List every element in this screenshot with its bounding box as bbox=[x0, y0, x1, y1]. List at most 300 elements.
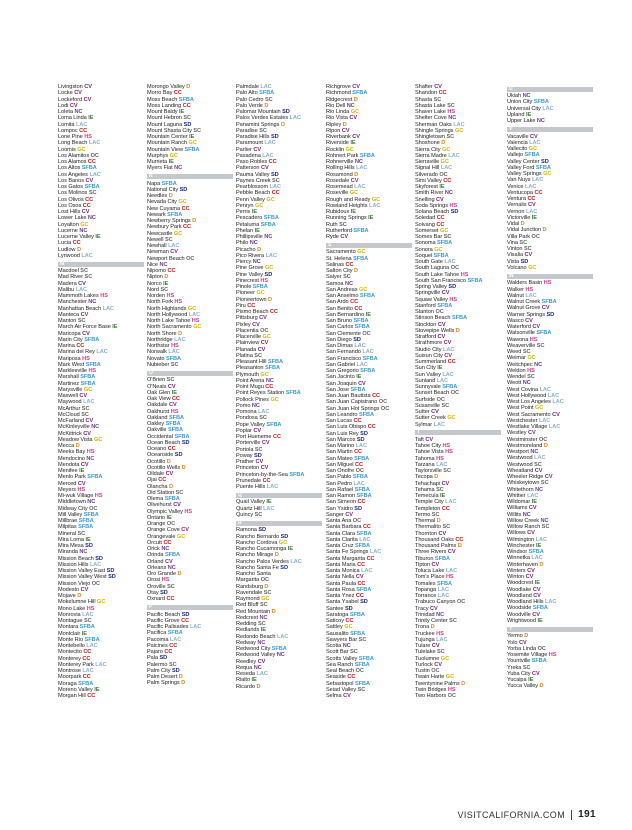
region-tag: SC bbox=[350, 649, 358, 656]
region-tag: SFBA bbox=[528, 549, 544, 556]
city-name: Smith River bbox=[415, 190, 444, 197]
city-name: Paynes Creek bbox=[236, 177, 271, 184]
city-name: Valley Ford bbox=[507, 164, 535, 171]
city-name: Santa Clara bbox=[326, 530, 355, 537]
region-tag: CV bbox=[257, 658, 266, 665]
city-name: Planada bbox=[236, 346, 257, 353]
region-tag: NC bbox=[354, 159, 363, 165]
region-tag: GC bbox=[534, 405, 544, 412]
region-tag: CV bbox=[437, 334, 446, 340]
city-name: McCloud bbox=[58, 411, 80, 418]
city-name: San Luis Obispo bbox=[326, 424, 367, 431]
index-column-1 bbox=[58, 84, 144, 699]
city-name: Los Alamos bbox=[58, 159, 87, 165]
city-name: San Miguel bbox=[326, 461, 354, 468]
region-tag: IE bbox=[350, 140, 356, 147]
city-name: Weldon bbox=[507, 367, 526, 374]
city-name: Temple City bbox=[415, 499, 444, 506]
region-tag: CV bbox=[436, 196, 444, 203]
region-tag: CV bbox=[253, 427, 262, 434]
city-name: North Hollywood bbox=[147, 311, 188, 318]
city-name: Taylorsville bbox=[415, 468, 442, 475]
region-tag: SFBA bbox=[80, 380, 96, 387]
region-tag: LAC bbox=[453, 121, 465, 128]
region-tag: GC bbox=[256, 290, 265, 297]
region-tag: SC bbox=[522, 349, 531, 356]
region-tag: SFBA bbox=[349, 611, 365, 618]
region-tag: CV bbox=[524, 252, 533, 259]
city-name: Prunedale bbox=[236, 477, 262, 484]
city-name: Newman bbox=[147, 249, 169, 256]
region-tag: CV bbox=[532, 670, 540, 677]
city-name: Trinity Center bbox=[415, 618, 448, 625]
region-tag: HS bbox=[82, 355, 90, 362]
city-name: Orland bbox=[147, 558, 164, 565]
region-tag: CV bbox=[80, 586, 89, 593]
city-name: Rio Vista bbox=[326, 115, 348, 122]
city-name: Tahoma bbox=[415, 455, 435, 462]
region-tag: SC bbox=[433, 96, 442, 103]
region-tag: CV bbox=[261, 165, 269, 172]
region-tag: LAC bbox=[102, 305, 114, 312]
city-name: San Simeon bbox=[326, 499, 356, 506]
city-name: Woodland bbox=[507, 592, 532, 599]
city-name: Visalia bbox=[507, 252, 524, 259]
city-name: Oroville bbox=[147, 583, 166, 590]
region-tag: SD bbox=[258, 527, 267, 534]
city-name: Menlo Park bbox=[58, 474, 86, 481]
city-name: Orangevale bbox=[147, 533, 176, 540]
region-tag: NC bbox=[265, 377, 274, 384]
city-name: Sonora bbox=[415, 246, 433, 253]
region-tag: SFBA bbox=[78, 524, 94, 531]
region-tag: NC bbox=[264, 234, 273, 240]
city-name: Newark bbox=[147, 211, 166, 218]
city-name: Penryn bbox=[236, 202, 254, 209]
region-tag: CC bbox=[362, 524, 371, 531]
city-name: San Martin bbox=[326, 449, 353, 456]
region-tag: CV bbox=[255, 459, 264, 465]
region-tag: CC bbox=[85, 196, 94, 203]
city-name: Rancho Bernardo bbox=[236, 533, 280, 540]
region-tag: LAC bbox=[264, 140, 276, 147]
city-name: South Gate bbox=[415, 259, 443, 265]
region-tag: CV bbox=[532, 324, 541, 331]
region-tag: CV bbox=[257, 346, 266, 353]
region-tag: CC bbox=[367, 424, 376, 431]
region-tag: CC bbox=[82, 202, 91, 209]
region-tag: SC bbox=[534, 461, 542, 468]
region-tag: CV bbox=[78, 280, 86, 287]
city-name: Scotia bbox=[326, 643, 342, 650]
region-tag: LAC bbox=[443, 346, 455, 353]
city-name: Midway City bbox=[58, 505, 88, 512]
region-tag: LAC bbox=[436, 461, 448, 468]
city-name: Paradise bbox=[236, 127, 258, 134]
city-name: Oak View bbox=[147, 396, 171, 403]
letter-header: V bbox=[507, 127, 593, 132]
region-tag: CC bbox=[438, 90, 447, 97]
city-name: Locke bbox=[58, 90, 73, 97]
region-tag: D bbox=[274, 552, 279, 559]
city-name: Lompoc bbox=[58, 127, 78, 134]
city-name: Ocean Beach bbox=[147, 439, 181, 446]
city-name: Vidal bbox=[507, 221, 520, 228]
region-tag: CV bbox=[165, 558, 173, 565]
region-tag: SD bbox=[280, 533, 289, 540]
region-tag: GC bbox=[357, 249, 366, 256]
region-tag: SD bbox=[541, 158, 549, 165]
city-name: Mammoth Lakes bbox=[58, 293, 99, 300]
letter-header: M bbox=[58, 262, 144, 267]
city-name: Sun City bbox=[415, 365, 436, 372]
index-column-6 bbox=[507, 84, 593, 690]
city-name: Tehama bbox=[415, 486, 435, 493]
region-tag: CV bbox=[349, 115, 358, 122]
city-name: Marysville bbox=[58, 386, 83, 393]
city-name: Mendocino bbox=[58, 455, 85, 462]
city-name: Salton City bbox=[326, 268, 353, 275]
region-tag: LAC bbox=[290, 558, 302, 565]
region-tag: IE bbox=[79, 468, 85, 475]
city-name: Santa Margarita bbox=[326, 555, 366, 562]
city-name: Sanger bbox=[326, 511, 344, 518]
region-tag: CV bbox=[77, 480, 86, 487]
city-name: Modesto bbox=[58, 586, 80, 593]
region-tag: SFBA bbox=[467, 277, 483, 284]
city-name: Silverado bbox=[415, 171, 438, 178]
city-name: Los Olivos bbox=[58, 196, 84, 203]
city-name: Mill Valley bbox=[58, 511, 83, 518]
region-tag: GC bbox=[188, 140, 197, 147]
region-tag: NC bbox=[257, 639, 266, 646]
city-name: Shafter bbox=[415, 84, 433, 90]
city-name: Platina bbox=[236, 352, 253, 359]
region-tag: CV bbox=[527, 567, 535, 574]
city-name: Ludlow bbox=[58, 246, 76, 253]
region-tag: NC bbox=[86, 455, 95, 462]
city-name: Newbury Park bbox=[147, 224, 182, 231]
city-name: Nubieber bbox=[147, 361, 170, 368]
region-tag: IE bbox=[94, 686, 100, 693]
region-tag: LAC bbox=[168, 243, 180, 250]
city-name: Whiskeytown bbox=[507, 480, 540, 487]
city-name: Susanville bbox=[415, 402, 440, 409]
region-tag: D bbox=[264, 102, 269, 109]
region-tag: LAC bbox=[527, 492, 539, 499]
region-tag: LAC bbox=[445, 499, 457, 506]
region-tag: CV bbox=[437, 321, 446, 328]
city-name: Skyforest bbox=[415, 184, 438, 190]
region-tag: GC bbox=[454, 127, 464, 134]
city-name: Nipomo bbox=[147, 268, 166, 275]
city-name: Weitchpec bbox=[507, 361, 533, 368]
region-tag: D bbox=[524, 633, 529, 640]
region-tag: HS bbox=[436, 455, 444, 462]
region-tag: IE bbox=[254, 227, 260, 234]
region-tag: SFBA bbox=[451, 315, 467, 322]
region-tag: SD bbox=[520, 258, 529, 265]
city-name: Winchester bbox=[507, 542, 535, 549]
region-tag: SC bbox=[263, 589, 272, 596]
city-name: Taft bbox=[415, 436, 424, 443]
city-name: Rio Dell bbox=[326, 102, 346, 109]
region-tag: SD bbox=[95, 555, 103, 562]
city-name: Newcastle bbox=[147, 230, 173, 237]
city-name: Montague bbox=[58, 618, 83, 625]
city-name: Redcrest bbox=[236, 614, 258, 621]
city-name: Yosemite Village bbox=[507, 652, 548, 658]
city-name: Turlock bbox=[415, 661, 433, 668]
city-name: Poplar bbox=[236, 427, 252, 434]
region-tag: OC bbox=[89, 505, 98, 512]
region-tag: LAC bbox=[289, 115, 302, 122]
city-name: San Marcos bbox=[326, 436, 356, 443]
city-name: Mira Loma bbox=[58, 536, 84, 543]
region-tag: NC bbox=[252, 259, 261, 265]
city-name: McKinleyville bbox=[58, 424, 90, 431]
region-tag: SFBA bbox=[354, 661, 370, 668]
city-name: Walnut bbox=[507, 292, 524, 299]
region-tag: SFBA bbox=[536, 330, 552, 337]
region-tag: D bbox=[455, 327, 460, 334]
city-name: Pacifica bbox=[147, 630, 167, 637]
city-name: Westport bbox=[507, 449, 529, 456]
city-name: Samoa bbox=[326, 280, 344, 287]
city-name: Tulare bbox=[415, 643, 431, 650]
city-name: Richmond bbox=[326, 90, 351, 97]
city-name: Petaluma bbox=[236, 221, 260, 228]
city-name: Sun Valley bbox=[415, 371, 441, 378]
region-tag: HS bbox=[171, 343, 179, 350]
city-name: Los Altos bbox=[58, 165, 81, 172]
region-tag: SFBA bbox=[167, 211, 183, 218]
region-tag: SD bbox=[271, 171, 279, 178]
city-name: Stanton bbox=[415, 309, 434, 315]
city-name: Trabuco Canyon bbox=[415, 599, 456, 606]
city-name: Novato bbox=[147, 355, 165, 362]
region-tag: CV bbox=[260, 465, 269, 472]
region-tag: SC bbox=[358, 636, 367, 643]
city-name: Wendel bbox=[507, 374, 526, 381]
city-name: Vernon bbox=[507, 208, 525, 215]
region-tag: LAC bbox=[442, 371, 454, 378]
region-tag: CV bbox=[74, 90, 82, 97]
region-tag: SC bbox=[272, 177, 280, 184]
index-column-3 bbox=[236, 84, 322, 690]
region-tag: LAC bbox=[86, 643, 98, 650]
region-tag: SC bbox=[259, 127, 267, 134]
region-tag: LAC bbox=[525, 292, 537, 299]
region-tag: SD bbox=[546, 311, 555, 318]
city-name: Tuolumne bbox=[415, 655, 440, 662]
city-name: North Fork bbox=[147, 299, 173, 306]
city-name: Moraga bbox=[58, 680, 77, 687]
region-tag: NC bbox=[79, 549, 88, 556]
city-name: Stratford bbox=[415, 334, 437, 340]
city-name: Red Mountain bbox=[236, 608, 271, 615]
region-tag: CV bbox=[533, 592, 541, 599]
region-tag: SFBA bbox=[350, 386, 366, 393]
city-name: Rough and Ready bbox=[326, 196, 371, 203]
city-name: Truckee bbox=[415, 630, 435, 637]
city-name: Wrightwood bbox=[507, 617, 536, 624]
region-tag: CV bbox=[434, 661, 442, 668]
region-tag: CV bbox=[80, 461, 89, 468]
city-name: Two Harbors bbox=[415, 693, 447, 700]
region-tag: HS bbox=[543, 280, 552, 287]
region-tag: SFBA bbox=[174, 433, 190, 440]
city-name: Olympic Valley bbox=[147, 508, 183, 515]
city-name: Seiad Valley bbox=[326, 686, 357, 693]
region-tag: SFBA bbox=[350, 630, 366, 637]
city-name: Stockton bbox=[415, 321, 437, 328]
region-tag: SD bbox=[360, 599, 368, 606]
region-tag: SD bbox=[450, 209, 459, 215]
city-name: Strathmore bbox=[415, 340, 443, 347]
city-name: Willows bbox=[507, 530, 526, 537]
region-tag: HS bbox=[260, 277, 269, 284]
city-name: Shaver Lake bbox=[415, 109, 446, 115]
city-name: Ramona bbox=[236, 527, 257, 534]
city-name: Phillipsville bbox=[236, 234, 263, 240]
city-name: Sierra Madre bbox=[415, 152, 447, 159]
city-name: Running Springs bbox=[326, 215, 367, 222]
city-name: Sylmar bbox=[415, 421, 433, 428]
city-name: Mariposa bbox=[58, 355, 81, 362]
region-tag: SFBA bbox=[79, 624, 95, 631]
region-tag: CV bbox=[181, 527, 189, 534]
region-tag: HS bbox=[170, 408, 179, 415]
city-name: Paradise Hills bbox=[236, 134, 270, 140]
region-tag: CV bbox=[532, 611, 540, 618]
region-tag: CC bbox=[247, 302, 256, 309]
region-tag: SC bbox=[447, 102, 455, 109]
city-name: Los Alamitos bbox=[58, 152, 90, 159]
region-tag: SFBA bbox=[184, 146, 200, 153]
city-name: Manteca bbox=[58, 311, 80, 318]
region-tag: NC bbox=[448, 115, 457, 122]
city-name: Murrieta bbox=[147, 159, 168, 165]
city-name: Pismo Beach bbox=[236, 309, 269, 315]
city-name: San Luis Rey bbox=[326, 430, 359, 437]
region-tag: GC bbox=[187, 305, 197, 312]
city-name: Yorba Linda bbox=[507, 645, 537, 652]
city-name: Tracy bbox=[415, 605, 429, 612]
index-column-5 bbox=[415, 84, 501, 699]
city-name: Los Angeles bbox=[58, 171, 88, 178]
region-tag: SFBA bbox=[266, 421, 282, 428]
region-tag: GC bbox=[97, 599, 106, 606]
city-name: Malibu bbox=[58, 286, 75, 293]
city-name: Porterville bbox=[236, 440, 261, 447]
region-tag: CC bbox=[72, 240, 81, 247]
city-name: Orosi bbox=[147, 577, 161, 584]
city-name: Oakdale bbox=[147, 402, 168, 409]
region-tag: GC bbox=[434, 246, 443, 253]
city-name: Vidal Junction bbox=[507, 227, 542, 234]
city-name: Vista bbox=[507, 258, 520, 265]
region-tag: CC bbox=[163, 539, 172, 546]
city-entry bbox=[507, 265, 593, 271]
region-tag: SC bbox=[540, 480, 549, 487]
city-name: Pine Valley bbox=[236, 271, 264, 278]
region-tag: GC bbox=[261, 596, 270, 603]
region-tag: SC bbox=[527, 374, 535, 381]
region-tag: CC bbox=[158, 477, 167, 484]
region-tag: SD bbox=[183, 121, 192, 128]
region-tag: CV bbox=[518, 639, 527, 646]
region-tag: CV bbox=[431, 409, 439, 415]
city-name: Wawona bbox=[507, 336, 529, 343]
region-tag: SD bbox=[159, 655, 168, 662]
city-name: Stanford bbox=[415, 302, 436, 309]
region-tag: HS bbox=[84, 134, 92, 140]
region-tag: GC bbox=[447, 415, 456, 422]
region-tag: SC bbox=[259, 602, 268, 609]
region-tag: OC bbox=[352, 518, 362, 525]
region-tag: LAC bbox=[525, 183, 537, 190]
region-tag: CC bbox=[345, 618, 354, 625]
region-tag: SC bbox=[80, 268, 88, 275]
city-name: Nice bbox=[147, 261, 158, 268]
city-name: Woodlake bbox=[507, 586, 532, 593]
region-tag: OC bbox=[90, 152, 99, 159]
region-tag: GC bbox=[440, 159, 449, 165]
city-name: Lost Hills bbox=[58, 209, 81, 215]
region-tag: D bbox=[520, 221, 525, 228]
city-name: New Cuyama bbox=[147, 205, 181, 212]
city-name: Reseda bbox=[236, 671, 255, 678]
region-tag: CV bbox=[85, 177, 94, 184]
region-tag: HS bbox=[161, 577, 170, 584]
city-name: Rancho Mirage bbox=[236, 552, 274, 559]
city-name: Sutter Creek bbox=[415, 415, 446, 422]
region-tag: LAC bbox=[445, 568, 458, 575]
site-url[interactable]: VISITCALIFORNIA.COM bbox=[457, 809, 566, 820]
city-name: San Marino bbox=[326, 443, 355, 450]
city-name: Tulelake bbox=[415, 649, 436, 656]
region-tag: CV bbox=[541, 305, 550, 312]
region-tag: LAC bbox=[88, 140, 101, 147]
region-tag: HS bbox=[548, 652, 557, 658]
city-name: Ojai bbox=[147, 477, 157, 484]
city-name: Westminster bbox=[507, 436, 538, 443]
region-tag: SFBA bbox=[541, 299, 557, 306]
region-tag: SD bbox=[282, 109, 290, 115]
city-name: Point Reyes Station bbox=[236, 390, 285, 397]
region-tag: OC bbox=[355, 668, 364, 675]
region-tag: CV bbox=[345, 511, 353, 518]
region-tag: SC bbox=[522, 664, 531, 671]
city-name: Mount Shasta City bbox=[147, 127, 192, 134]
city-name: San Ardo bbox=[326, 299, 349, 306]
city-entry bbox=[147, 680, 233, 686]
region-tag: IE bbox=[525, 111, 532, 118]
region-tag: SC bbox=[449, 618, 457, 625]
region-tag: D bbox=[271, 608, 276, 615]
region-tag: NC bbox=[522, 380, 531, 387]
region-tag: SFBA bbox=[265, 365, 281, 372]
region-tag: IE bbox=[251, 677, 257, 684]
region-tag: SC bbox=[77, 530, 86, 537]
city-name: Tustin bbox=[415, 668, 430, 675]
city-name: Mount Laguna bbox=[147, 121, 183, 128]
region-tag: CC bbox=[443, 177, 452, 184]
city-name: Los Banos bbox=[58, 177, 84, 184]
city-name: Stinson Beach bbox=[415, 315, 451, 322]
region-tag: LAC bbox=[548, 424, 561, 431]
